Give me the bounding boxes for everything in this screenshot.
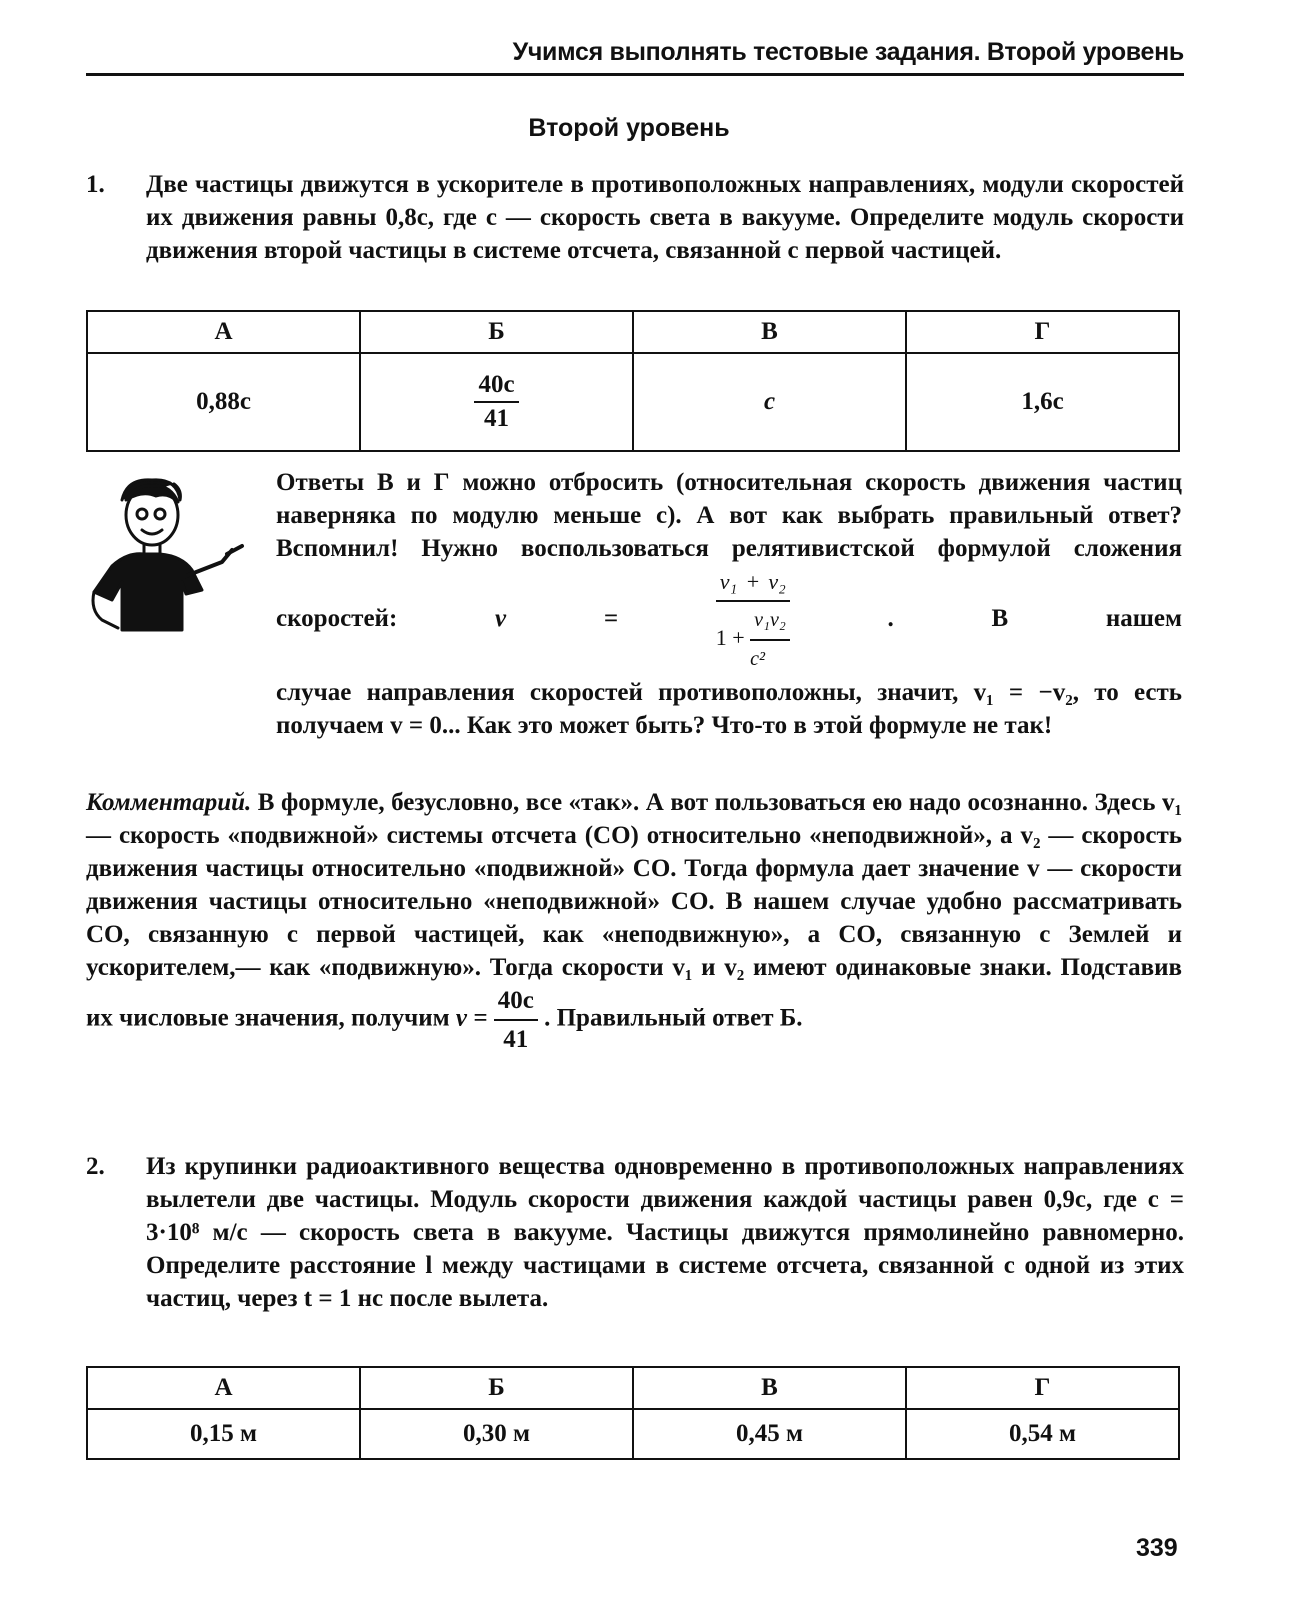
formula-lhs: v =: [494, 605, 619, 633]
comment-tail: . Правильный ответ Б.: [544, 1004, 803, 1032]
formula-numerator: v₁ + v₂: [716, 565, 790, 602]
comment-text: В формуле, безусловно, все «так». А вот пользоваться ею надо осознанно. Здесь v₁ — скорость «подвижной» системы отсчета (СО) относительно «неподвижной», а v₂ — скорость движения частицы относительно «подвижной» СО. Тогда формула дает значение v — скорости движения частицы относительно «неподвижной» СО. В нашем случае удобно рассматривать СО, связанную с первой частицей, как «неподвижную», а СО, связанную с Землей и ускорителем,— как «подвижную». Тогда скорости v₁ и v₂ имеют одинаковые знаки. Подставив их числовые значения, получим: [86, 789, 1182, 1032]
problem-1: [86, 168, 1184, 267]
reflection-text: Ответы В и Г можно отбросить (относительная скорость движения частиц наверняка по модулю меньше c). А вот как выбрать правильный ответ? Вспомнил! Нужно воспользоваться релятивистской формулой сложения скоростей:: [276, 469, 1182, 633]
option-header-b: Б: [360, 1367, 633, 1409]
formula-denominator: [716, 602, 790, 676]
comment-block: [86, 786, 1182, 1056]
page-number: 339: [1136, 1534, 1178, 1562]
problem-number: 1.: [86, 171, 105, 198]
option-c: 0,45 м: [633, 1409, 906, 1459]
option-header-b: Б: [360, 311, 633, 353]
option-header-d: Г: [906, 311, 1179, 353]
denominator: 41: [483, 405, 509, 432]
problem-number: 2.: [86, 1153, 105, 1180]
option-header-a: А: [87, 311, 360, 353]
result-denominator: 41: [503, 1026, 529, 1053]
page-header: [86, 38, 1184, 76]
result-fraction: [494, 984, 538, 1056]
reflection-conclusion: случае направления скоростей противоположны, значит, v₁ = −v₂, то есть получаем v = 0... Как это может быть? Что-то в этой формуле не так!: [276, 679, 1182, 739]
inner-numerator: v₁v₂: [750, 604, 790, 641]
result-numerator: 40c: [494, 984, 538, 1021]
formula-denominator-prefix: 1 +: [715, 625, 745, 651]
pointing-boy-illustration: [82, 470, 247, 635]
option-b: [360, 353, 633, 451]
inner-denominator: c²: [750, 648, 766, 670]
option-c: c: [633, 353, 906, 451]
option-header-c: В: [633, 311, 906, 353]
reflection-block: [276, 466, 1182, 742]
result-lhs: v =: [455, 1004, 488, 1032]
option-a: 0,88c: [87, 353, 360, 451]
numerator: 40c: [474, 371, 518, 403]
answer-table-1: [86, 310, 1180, 452]
problem-2: [86, 1150, 1184, 1315]
option-a: 0,15 м: [87, 1409, 360, 1459]
comment-label: Комментарий.: [86, 789, 252, 816]
option-d: 0,54 м: [906, 1409, 1179, 1459]
fraction: [474, 371, 518, 433]
section-title: Второй уровень: [528, 114, 730, 142]
option-header-d: Г: [906, 1367, 1179, 1409]
problem-text: Две частицы движутся в ускорителе в противоположных направлениях, модули скоростей их движения равны 0,8c, где c — скорость света в вакууме. Определите модуль скорости движения второй частицы в системе отсчета, связанной с первой частицей.: [146, 171, 1184, 264]
option-b: 0,30 м: [360, 1409, 633, 1459]
option-header-c: В: [633, 1367, 906, 1409]
option-d: 1,6c: [906, 353, 1179, 451]
running-title: Учимся выполнять тестовые задания. Второй уровень: [512, 38, 1184, 66]
velocity-addition-formula: [716, 565, 790, 676]
option-header-a: А: [87, 1367, 360, 1409]
formula-inner-fraction: [750, 604, 790, 676]
reflection-text-end: . В нашем: [887, 605, 1182, 633]
answer-table-2: [86, 1366, 1180, 1460]
problem-text: Из крупинки радиоактивного вещества одновременно в противоположных направлениях вылетели две частицы. Модуль скорости движения каждой частицы равен 0,9c, где c = 3·10⁸ м/с — скорость света в вакууме. Частицы движутся прямолинейно равномерно. Определите расстояние l между частицами в системе отсчета, связанной с одной из этих частиц, через t = 1 нс после вылета.: [146, 1153, 1184, 1312]
